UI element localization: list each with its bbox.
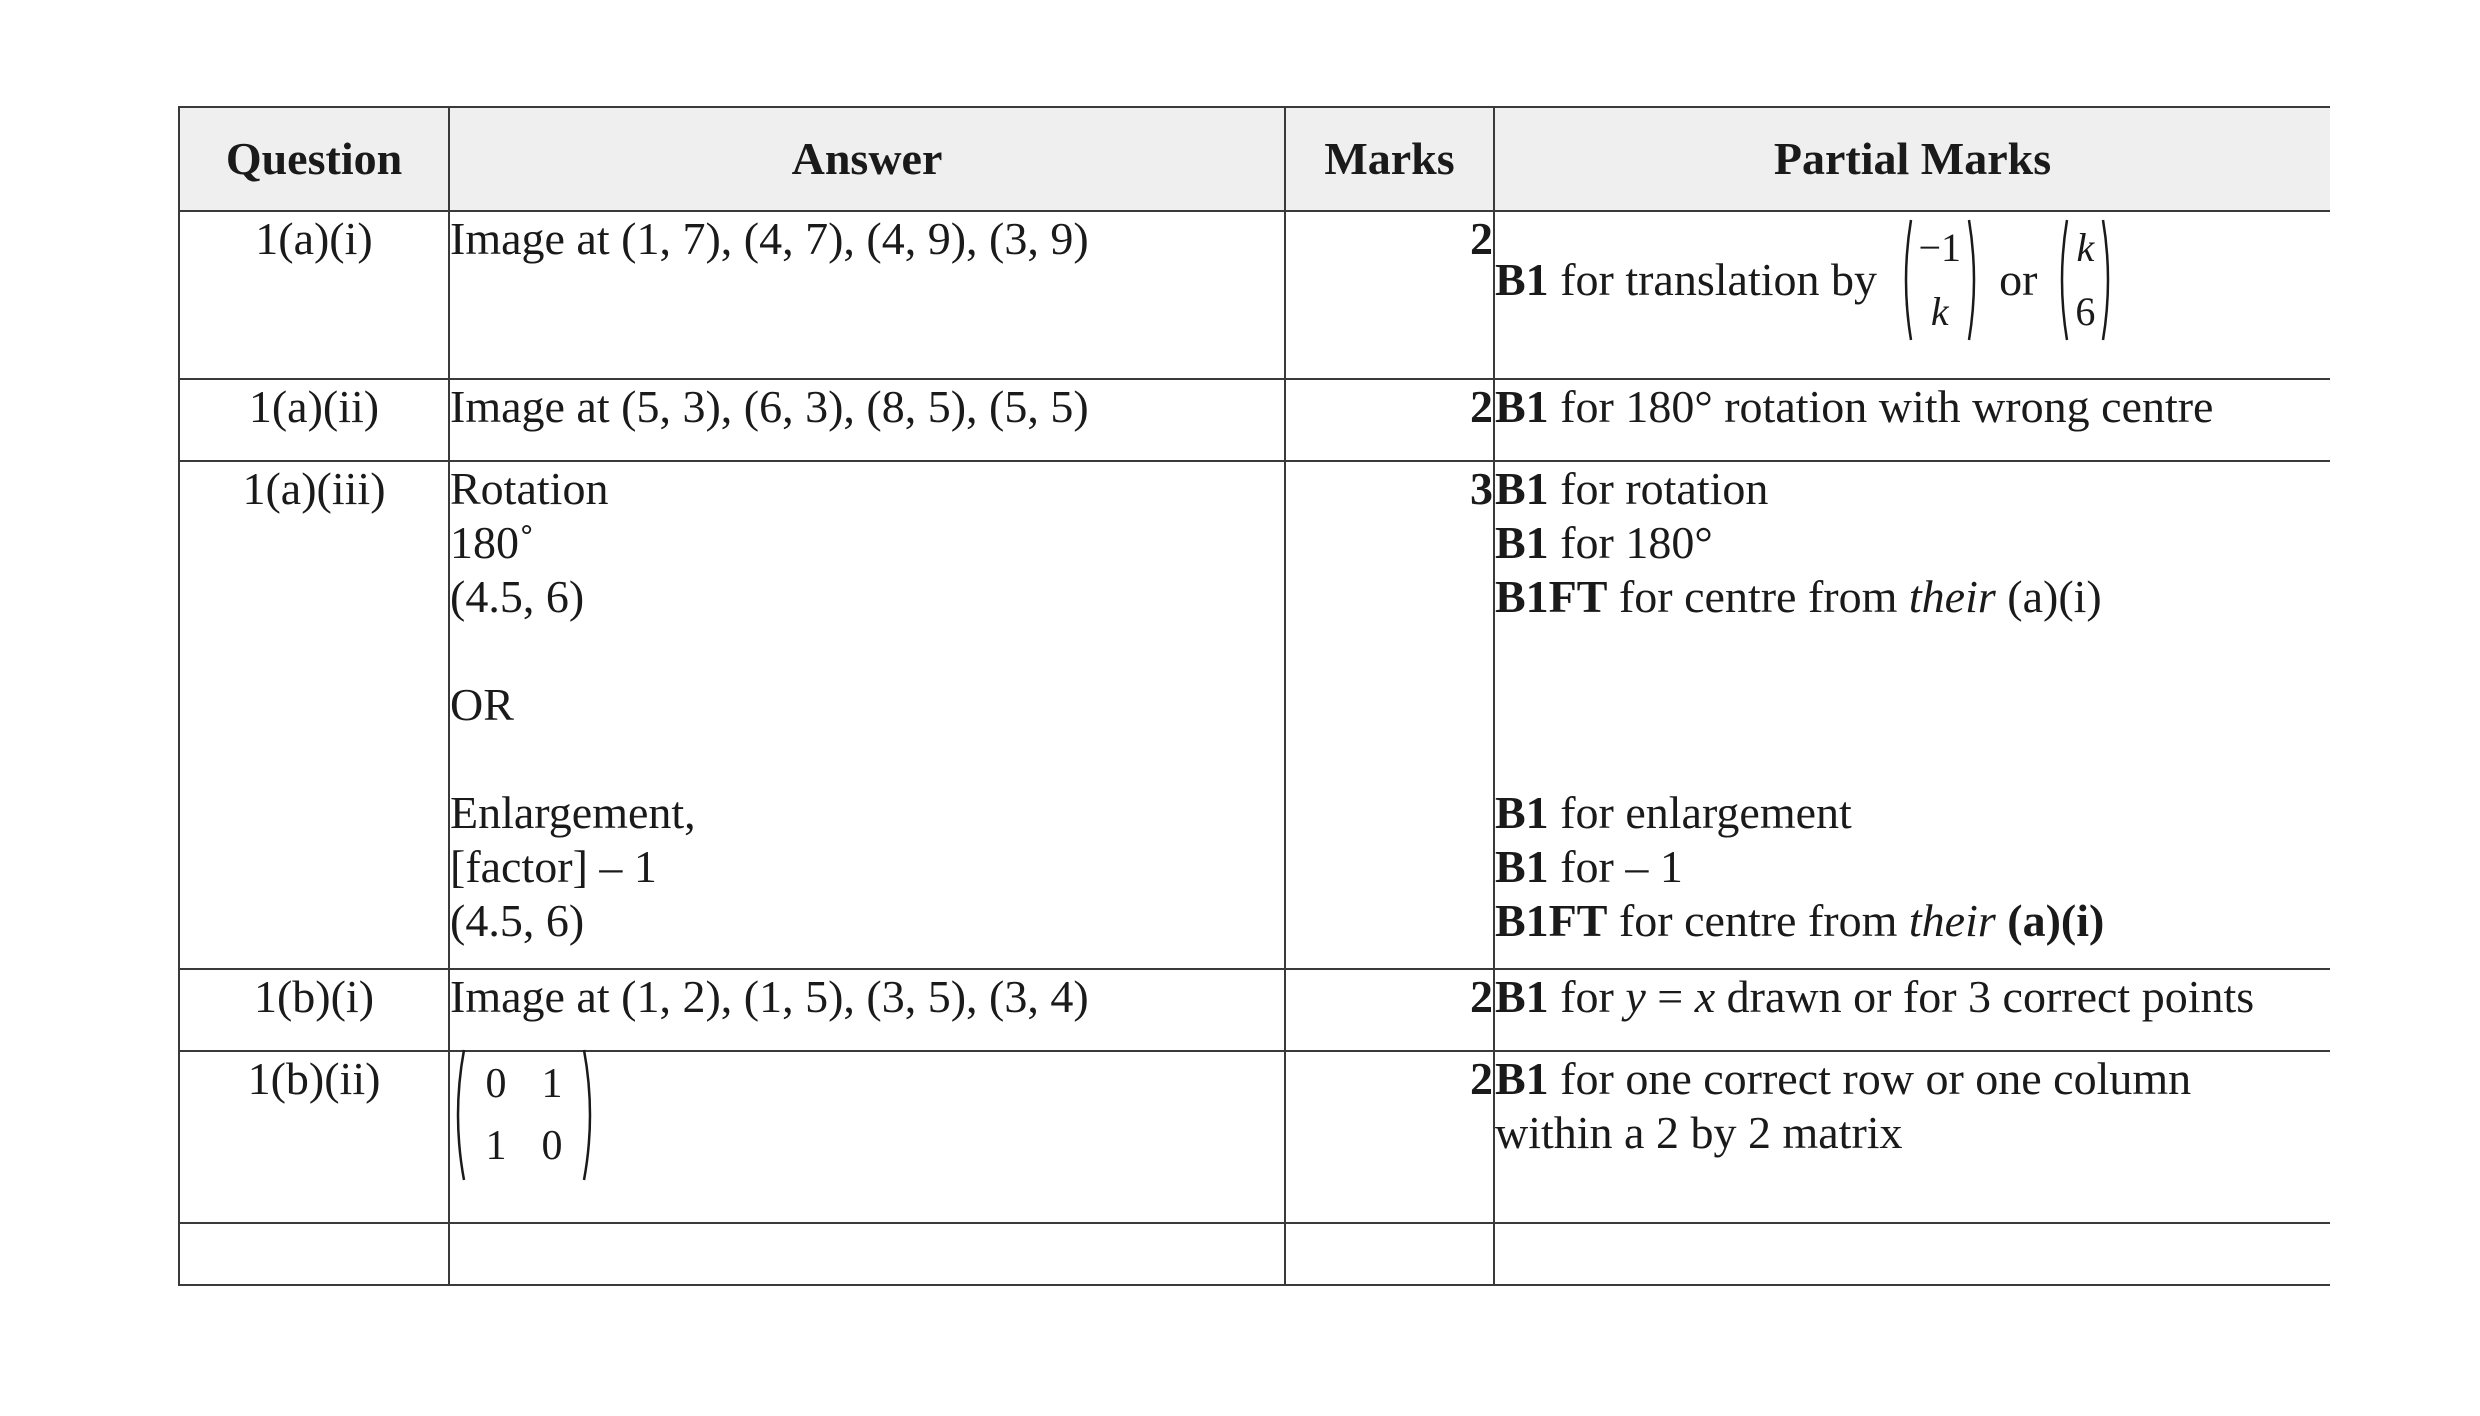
header-marks: Marks [1285,107,1494,211]
partial-line: within a 2 by 2 matrix [1495,1107,1903,1158]
question-cell: 1(a)(iii) [179,461,449,969]
answer-line: Enlargement, [450,787,696,838]
answer-cell: Image at (1, 2), (1, 5), (3, 5), (3, 4) [449,969,1285,1051]
answer-line: Rotation [450,463,609,514]
marks-cell: 3 [1285,461,1494,969]
table-row [179,379,2330,461]
right-paren-icon [582,1048,598,1182]
question-cell: 1(a)(i) [179,211,449,379]
matrix-entry: 0 [485,1061,507,1107]
vector-top: k [2076,225,2095,270]
partial-marks-cell [1494,1051,2330,1223]
partial-line: B1 for – 1 [1495,841,1683,892]
answer-cell [449,1051,1285,1223]
partial-text: for 180° rotation with wrong centre [1548,381,2214,432]
partial-marks-line [1495,218,2330,342]
table-row [179,211,2330,379]
answer-line: [factor] – 1 [450,841,657,892]
matrix-entry: 1 [485,1123,507,1169]
table-row [179,1223,2330,1285]
vector-bottom: k [1930,289,1949,334]
partial-marks-cell [1494,379,2330,461]
answer-line: (4.5, 6) [450,571,585,622]
matrix [450,1048,598,1182]
marks-cell: 2 [1285,1051,1494,1223]
question-cell: 1(b)(i) [179,969,449,1051]
table-row [179,969,2330,1051]
answer-cell [449,1223,1285,1285]
table-row [179,461,2330,969]
partial-line: B1 for one correct row or one column [1495,1053,2192,1104]
marks-cell [1285,1223,1494,1285]
question-cell [179,1223,449,1285]
or-text: or [1999,254,2038,305]
answer-cell: Image at (5, 3), (6, 3), (8, 5), (5, 5) [449,379,1285,461]
answer-cell [449,461,1285,969]
right-paren-icon [2101,218,2115,342]
partial-marks-cell [1494,211,2330,379]
right-paren-icon [1967,218,1981,342]
mark-scheme-table-wrapper [178,106,2330,1356]
partial-line: B1FT for centre from their (a)(i) [1495,895,2105,946]
mark-code: B1 [1495,971,1549,1022]
marks-cell: 2 [1285,211,1494,379]
left-paren-icon [2055,218,2069,342]
answer-cell: Image at (1, 7), (4, 7), (4, 9), (3, 9) [449,211,1285,379]
vector-bottom: 6 [2075,289,2096,334]
partial-marks-cell [1494,461,2330,969]
header-answer: Answer [449,107,1285,211]
mark-code: B1 [1495,254,1549,305]
header-row [179,107,2330,211]
matrix-entry: 1 [541,1061,563,1107]
left-paren-icon [450,1048,466,1182]
answer-line: (4.5, 6) [450,895,585,946]
partial-line: B1 for rotation [1495,463,1769,514]
partial-line: B1 for 180° [1495,517,1713,568]
partial-marks-cell [1494,1223,2330,1285]
partial-line: B1 for enlargement [1495,787,1852,838]
partial-line: B1FT for centre from their (a)(i) [1495,571,2102,622]
partial-text: for translation by [1548,254,1889,305]
marks-cell: 2 [1285,969,1494,1051]
answer-line: 180˚ [450,517,535,568]
column-vector [1899,218,1982,342]
answer-or: OR [450,679,514,730]
header-question: Question [179,107,449,211]
header-partial-marks: Partial Marks [1494,107,2330,211]
question-cell: 1(b)(ii) [179,1051,449,1223]
matrix-entry: 0 [541,1123,563,1169]
column-vector [2055,218,2115,342]
vector-top: −1 [1918,225,1962,270]
mark-scheme-table [178,106,2330,1286]
table-row [179,1051,2330,1223]
marks-cell: 2 [1285,379,1494,461]
question-cell: 1(a)(ii) [179,379,449,461]
partial-marks-cell: B1 for y = x drawn or for 3 correct points [1494,969,2330,1051]
mark-code: B1 [1495,381,1549,432]
left-paren-icon [1899,218,1913,342]
